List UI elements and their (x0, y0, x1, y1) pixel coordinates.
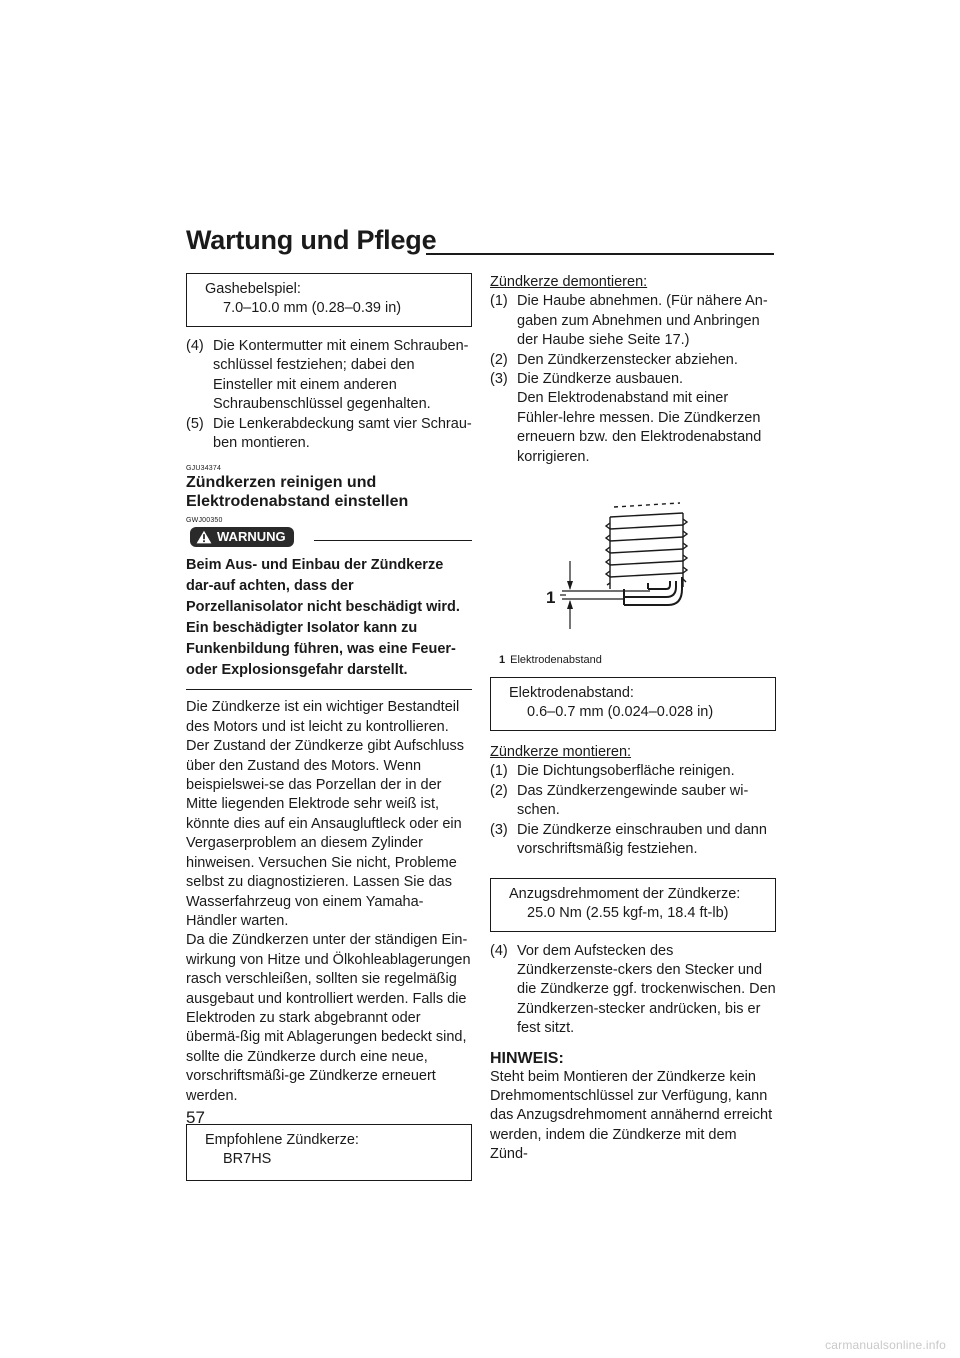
list-item: (5) Die Lenkerabdeckung samt vier Schrau-ben montieren. (186, 415, 472, 452)
spec-box-spark-plug (186, 1124, 472, 1181)
spec-label: Gashebelspiel: (205, 281, 301, 297)
warning-code: GWJ00350 (186, 517, 223, 525)
warning-label: WARNUNG (217, 529, 286, 545)
note-text: Steht beim Montieren der Zündkerze kein Drehmomentschlüssel zur Verfügung, kann das Anzugsdrehmoment annähernd erreicht werden, indem die Zündkerze mit dem Zünd- (490, 1068, 773, 1163)
note-title: HINWEIS: (490, 1049, 564, 1067)
right-column (490, 273, 776, 1165)
list-item: (1) Die Haube abnehmen. (Für nähere An-gaben zum Abnehmen und Anbringen der Haube siehe Seite 17.) (490, 293, 768, 349)
spec-label: Elektrodenabstand: (509, 685, 634, 702)
spark-plug-figure (490, 497, 776, 657)
spec-label: Anzugsdrehmoment der Zündkerze: (509, 885, 741, 902)
warning-end-rule (186, 689, 472, 690)
list-item: (3) Die Zündkerze einschrauben und dann vorschriftsmäßig festziehen. (490, 821, 767, 858)
section-code: GJU34374 (186, 465, 222, 473)
warning-triangle-icon (196, 530, 212, 544)
figure-caption: 1 Elektrodenabstand (499, 654, 602, 667)
list-item: (4) Die Kontermutter mit einem Schrauben-schlüssel festziehen; dabei den Einsteller mit einem anderen Schraubenschlüssel gegenhalten. (186, 338, 469, 413)
spark-plug-gap-illustration (490, 497, 776, 657)
list-item: (1) Die Dichtungsoberfläche reinigen. (490, 763, 735, 780)
spec-value: 25.0 Nm (2.55 kgf-m, 18.4 ft-lb) (527, 904, 729, 921)
list-item: (2) Den Zündkerzenstecker abziehen. (490, 351, 738, 368)
subheading-remove: Zündkerze demontieren: (490, 274, 648, 290)
body-paragraph: Da die Zündkerzen unter der ständigen Ein-wirkung von Hitze und Ölkohleablagerungen rasch verschleißen, sollten sie regelmäßig ausgebaut und kontrolliert werden. Falls die Elektroden zu stark abgebrannt oder übermä-ßig mit Ablagerungen bedeckt sind, sollte die Zündkerze durch eine neue, vorschriftsmäßi-ge Zündkerze erneuert werden. (186, 932, 471, 1104)
warning-rule (314, 540, 472, 541)
step-list (186, 337, 472, 453)
figure-callout: 1 (546, 588, 556, 608)
warning-badge (190, 527, 294, 547)
warning-text: Beim Aus- und Einbau der Zündkerze dar-auf achten, dass der Porzellanisolator nicht beschädigt wird. Ein beschädigter Isolator kann zu Funkenbildung führen, was eine Feuer- oder Explosionsgefahr darstellt. (186, 557, 460, 679)
subheading-install: Zündkerze montieren: (490, 744, 632, 761)
list-item: (4) Vor dem Aufstecken des Zündkerzenste-ckers den Stecker und die Zündkerze ggf. trockenwischen. Den Zündkerzen-stecker andrücken, bis er fest sitzt. (490, 942, 776, 1037)
spec-box-throttle-play (186, 273, 472, 327)
page-number: 57 (186, 1108, 205, 1127)
spec-box-torque (490, 878, 776, 932)
page-header (186, 224, 774, 256)
left-column (186, 273, 472, 1181)
list-item: (2) Das Zündkerzengewinde sauber wi-schen. (490, 782, 749, 819)
spec-value: 0.6–0.7 mm (0.024–0.028 in) (527, 704, 714, 721)
list-item: (3) Die Zündkerze ausbauen. Den Elektrodenabstand mit einer Fühler-lehre messen. Die Zündkerzen erneuern bzw. den Elektrodenabstand korrigieren. (490, 371, 762, 465)
section-title: Zündkerzen reinigen und Elektrodenabstand einstellen (186, 474, 409, 511)
spec-value: 7.0–10.0 mm (0.28–0.39 in) (223, 300, 402, 316)
watermark: carmanualsonline.info (825, 1338, 946, 1352)
warning-bar (186, 527, 472, 549)
spec-label: Empfohlene Zündkerze: (205, 1131, 359, 1148)
body-paragraph: Die Zündkerze ist ein wichtiger Bestandteil des Motors und ist leicht zu kontrollieren. Der Zustand der Zündkerze gibt Aufschluss über den Zustand des Motors. Wenn beispielswei-se das Porzellan der in der Mitte liegenden Elektrode sehr weiß ist, könnte dies auf ein Ansaugluftleck oder ein Vergaserproblem an diesem Zylinder hinweisen. Versuchen Sie nicht, Probleme selbst zu diagnostizieren. Lassen Sie das Wasserfahrzeug von einem Yamaha-Händler warten. (186, 699, 465, 929)
header-rule (426, 253, 774, 255)
spec-value: BR7HS (223, 1150, 272, 1167)
page-title: Wartung und Pflege (186, 225, 437, 255)
spec-box-electrode-gap (490, 677, 776, 731)
